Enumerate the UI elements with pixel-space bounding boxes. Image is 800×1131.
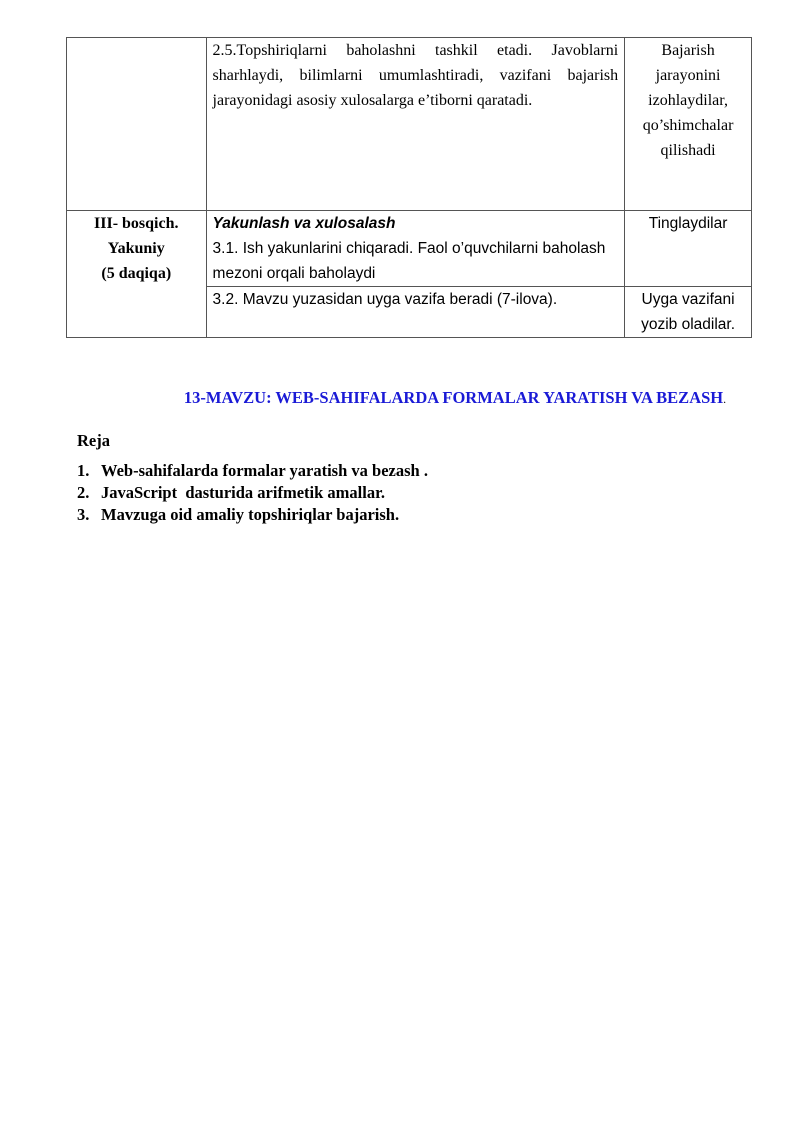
stage-cell-empty xyxy=(67,38,207,211)
stage-number: III- bosqich. xyxy=(94,215,179,232)
topic-title xyxy=(175,387,735,410)
table-row xyxy=(67,211,752,287)
topic-title-text: 13-MAVZU: WEB-SAHIFALARDA FORMALAR YARATISH VA BEZASH xyxy=(183,388,724,407)
list-item-number: 1. xyxy=(77,461,90,480)
stage-name: Yakuniy xyxy=(107,240,165,257)
list-item-number: 2. xyxy=(77,483,90,502)
stage-cell xyxy=(67,211,207,338)
student-activity-cell: Tinglaydilar xyxy=(625,211,752,287)
activity-text: 3.1. Ish yakunlarini chiqaradi. Faol o’quvchilarni baholash mezoni orqali baholaydi xyxy=(212,240,606,282)
list-item-number: 3. xyxy=(77,505,90,524)
list-item xyxy=(77,460,428,482)
teacher-activity-cell: 2.5.Topshiriqlarni baholashni tashkil etadi. Javoblarni sharhlaydi, bilimlarni umumlashtiradi, vazifani bajarish jarayonidagi asosiy xulosalarga e’tiborni qaratadi. xyxy=(206,38,625,211)
teacher-activity-cell: 3.2. Mavzu yuzasidan uyga vazifa beradi (7-ilova). xyxy=(206,287,625,338)
lesson-plan-table xyxy=(66,37,752,338)
teacher-activity-cell xyxy=(206,211,625,287)
student-activity-cell: Bajarish jarayonini izohlaydilar, qo’shimchalar qilishadi xyxy=(625,38,752,211)
list-item xyxy=(77,504,428,526)
list-item xyxy=(77,482,428,504)
list-item-text: JavaScript dasturida arifmetik amallar. xyxy=(101,483,386,502)
list-item-text: Web-sahifalarda formalar yaratish va bezash . xyxy=(101,461,428,480)
activity-heading: Yakunlash va xulosalash xyxy=(212,215,396,232)
stage-duration: (5 daqiqa) xyxy=(101,265,172,282)
table-row xyxy=(67,38,752,211)
plan-list xyxy=(77,460,428,526)
list-item-text: Mavzuga oid amaliy topshiriqlar bajarish. xyxy=(101,505,400,524)
topic-title-suffix: . xyxy=(723,392,727,406)
plan-heading: Reja xyxy=(77,431,110,450)
student-activity-cell: Uyga vazifani yozib oladilar. xyxy=(625,287,752,338)
